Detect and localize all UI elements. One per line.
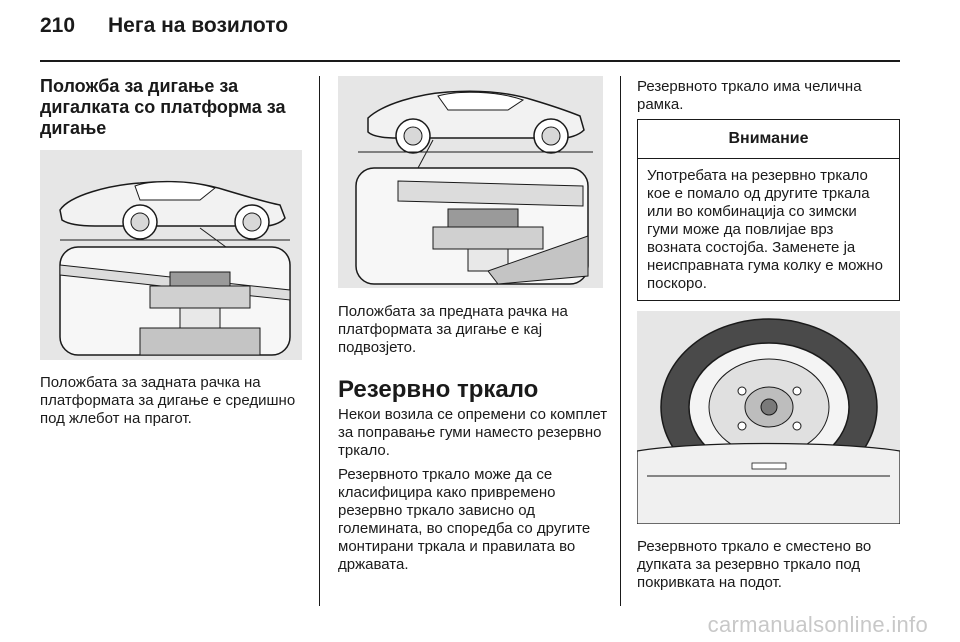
spare-wheel-heading: Резервно тркало xyxy=(338,376,539,403)
spare-wheel-paragraph-1: Некои возила се опремени со комплет за поправање гуми наместо резервно тркало. xyxy=(338,406,608,459)
notice-text: Употребата на резервно тркало кое е помало од другите тркала или во комбинација со зимски гуми може да повлијае врз возната состојба. Заменете ја неисправната гума колку е можно поскоро. xyxy=(647,167,883,292)
notice-title: Внимание xyxy=(638,120,899,159)
steel-frame-text: Резервното тркало има челична рамка. xyxy=(637,78,862,113)
header-divider xyxy=(40,60,900,62)
spare-wheel-paragraph-2: Резервното тркало може да се класифицира како привремено резервно тркало зависно од големината, во споредба со другите монтирани тркала и правилата во државата. xyxy=(338,466,591,573)
front-lift-caption: Положбата за предната рачка на платформата за дигање е кај подвозјето. xyxy=(338,303,568,356)
car-rear-lift-point-illustration xyxy=(40,150,302,360)
spare-wheel-figure xyxy=(637,311,900,524)
rear-lift-figure xyxy=(40,150,302,360)
car-front-lift-point-illustration xyxy=(338,76,603,288)
lift-position-heading: Положба за дигање за дигалката со платформа за дигање xyxy=(40,76,286,138)
column-divider-2 xyxy=(620,76,621,606)
rear-lift-caption: Положбата за задната рачка на платформата за дигање е средишно под жлебот на прагот. xyxy=(40,374,296,427)
column-divider-1 xyxy=(319,76,320,606)
warning-notice xyxy=(637,119,900,301)
spare-wheel-location-caption: Резервното тркало е сместено во дупката за резервно тркало под покривката на подот. xyxy=(637,538,872,591)
spare-wheel-illustration xyxy=(637,311,900,524)
section-title: Нега на возилото xyxy=(108,14,289,37)
page-number: 210 xyxy=(40,14,76,37)
watermark: carmanualsonline.info xyxy=(707,612,928,637)
front-lift-figure xyxy=(338,76,603,288)
